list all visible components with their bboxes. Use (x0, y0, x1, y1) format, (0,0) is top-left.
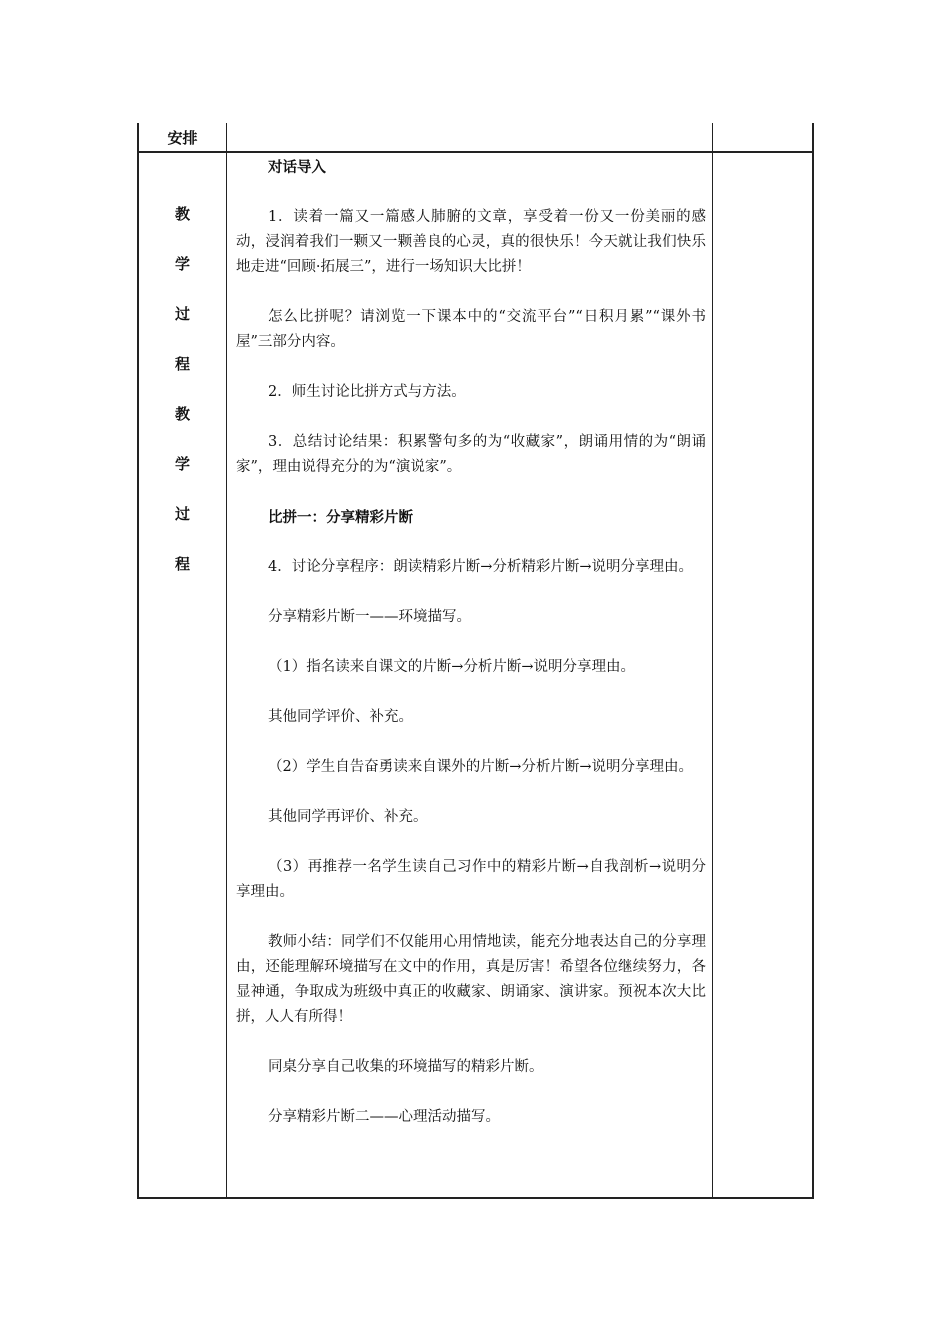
side-label-char: 过 (174, 505, 190, 523)
paragraph: 同桌分享自己收集的环境描写的精彩片断。 (268, 1059, 544, 1075)
paragraph: （3）再推荐一名学生读自己习作中的精彩片断→自我剖析→说明分享理由。 (236, 859, 706, 900)
paragraph: （1）指名读来自课文的片断→分析片断→说明分享理由。 (268, 659, 636, 675)
side-label-char: 过 (174, 305, 190, 323)
side-label-char: 程 (174, 555, 190, 573)
teaching-process-label (139, 203, 226, 603)
paragraph: 2．师生讨论比拼方式与方法。 (268, 384, 466, 400)
section-heading: 比拼一：分享精彩片断 (268, 509, 413, 526)
paragraph: 其他同学评价、补充。 (268, 709, 413, 725)
side-label-char: 程 (174, 355, 190, 373)
side-label-char: 学 (174, 455, 190, 473)
section-heading: 对话导入 (268, 159, 326, 176)
paragraph: 教师小结：同学们不仅能用心用情地读，能充分地表达自己的分享理由，还能理解环境描写在文中的作用，真是厉害！希望各位继续努力，各显神通，争取成为班级中真正的收藏家、朗诵家、演讲家。预祝本次大比拼，人人有所得！ (236, 934, 706, 1025)
side-label-char: 教 (174, 405, 190, 423)
row-header-label: 安排 (167, 129, 198, 147)
table-column-divider (226, 123, 227, 1199)
paragraph: 4．讨论分享程序：朗读精彩片断→分析精彩片断→说明分享理由。 (268, 559, 694, 575)
paragraph: 其他同学再评价、补充。 (268, 809, 428, 825)
side-label-char: 教 (174, 205, 190, 223)
paragraph: 1．读着一篇又一篇感人肺腑的文章，享受着一份又一份美丽的感动，浸润着我们一颗又一颗善良的心灵，真的很快乐！今天就让我们快乐地走进“回顾·拓展三”，进行一场知识大比拼！ (236, 209, 706, 275)
paragraph: 分享精彩片断二——心理活动描写。 (268, 1109, 500, 1125)
lesson-content (236, 155, 706, 1130)
table-row-divider (137, 151, 814, 153)
paragraph: （2）学生自告奋勇读来自课外的片断→分析片断→说明分享理由。 (268, 759, 694, 775)
table-border-right (812, 123, 814, 1199)
paragraph: 分享精彩片断一——环境描写。 (268, 609, 471, 625)
side-label-char: 学 (174, 255, 190, 273)
paragraph: 怎么比拼呢？请浏览一下课本中的“交流平台”“日积月累”“课外书屋”三部分内容。 (236, 309, 706, 350)
table-column-divider (712, 123, 713, 1199)
table-border-bottom (137, 1197, 814, 1199)
paragraph: 3．总结讨论结果：积累警句多的为“收藏家”，朗诵用情的为“朗诵家”，理由说得充分的为“演说家”。 (236, 434, 706, 475)
